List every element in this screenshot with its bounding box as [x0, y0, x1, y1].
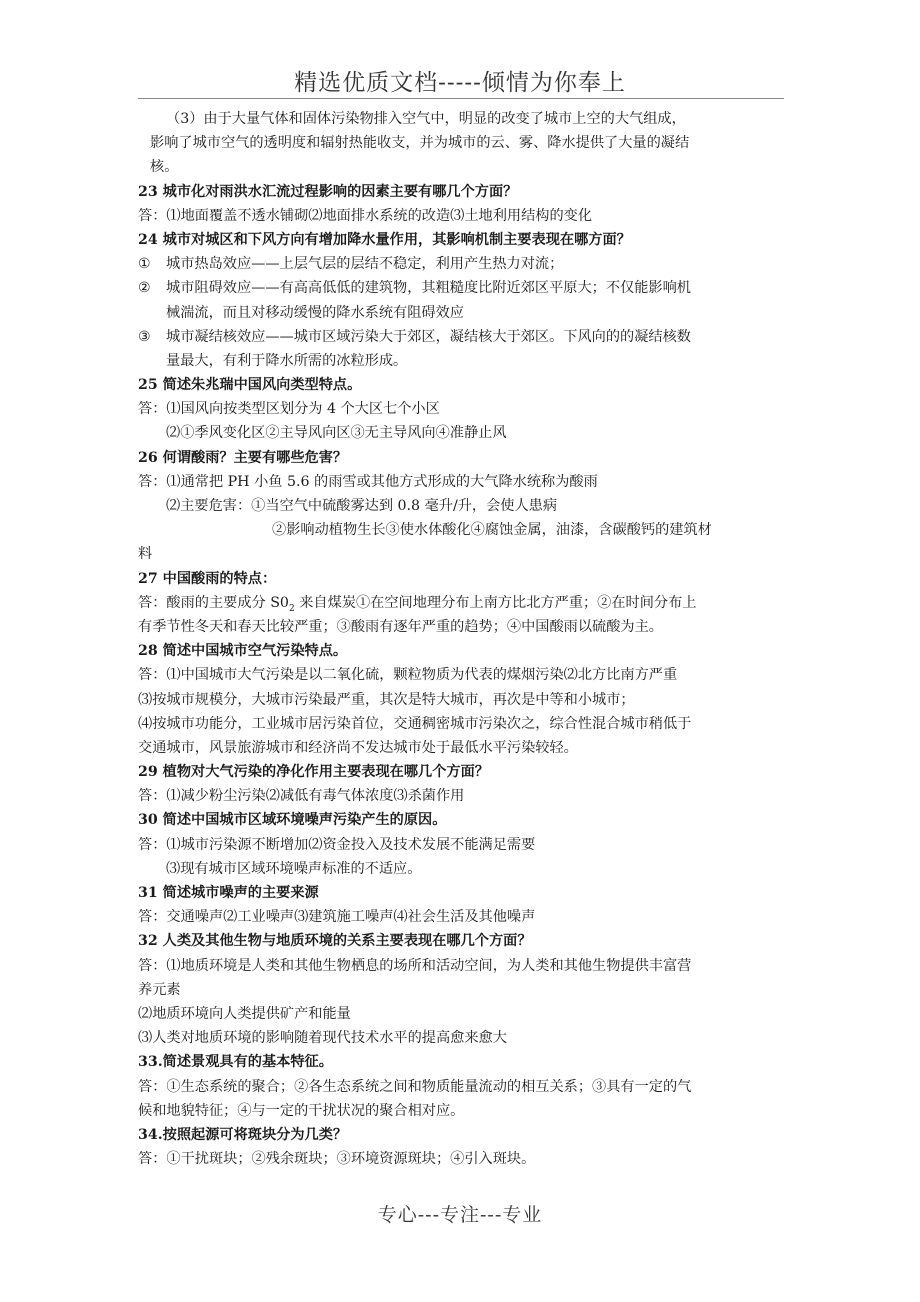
question-25-title: 25 简述朱兆瑞中国风向类型特点。	[138, 377, 362, 394]
numbered-item	[138, 252, 788, 276]
answer-line: ⑶人类对地质环境的影响随着现代技术水平的提高愈来愈大	[138, 1030, 507, 1047]
answer-line: 答：⑴中国城市大气污染是以二氧化硫，颗粒物质为代表的煤烟污染⑵北方比南方严重	[138, 667, 678, 684]
answer-line: 有季节性冬天和春天比较严重；③酸雨有逐年严重的趋势；④中国酸雨以硫酸为主。	[138, 618, 663, 635]
answer-line: 养元素	[138, 981, 181, 998]
answer-line: 答：交通噪声⑵工业噪声⑶建筑施工噪声⑷社会生活及其他噪声	[138, 909, 536, 926]
answer-line: 答：⑴减少粉尘污染⑵减低有毒气体浓度⑶杀菌作用	[138, 788, 465, 805]
answer-line: 料	[138, 546, 153, 563]
document-body	[138, 107, 788, 1171]
numbered-item	[138, 276, 788, 300]
question-34-title: 34.按照起源可将斑块分为几类？	[138, 1126, 348, 1143]
answer-line: ⑵地质环境向人类提供矿产和能量	[138, 1005, 351, 1022]
answer-line: ⑷按城市功能分，工业城市居污染首位，交通稠密城市污染次之，综合性混合城市稍低于	[138, 715, 692, 732]
question-27-title: 27 中国酸雨的特点：	[138, 570, 277, 587]
subscript: 2	[288, 603, 295, 614]
page-header: 精选优质文档-----倾情为你奉上	[294, 70, 626, 96]
question-32-title: 32 人类及其他生物与地质环境的关系主要表现在哪几个方面？	[138, 933, 532, 950]
intro-line: 核。	[150, 159, 179, 176]
intro-line: （3）由于大量气体和固体污染物排入空气中，明显的改变了城市上空的大气组成，	[166, 111, 686, 127]
answer-line: 答：①干扰斑块；②残余斑块；③环境资源斑块；④引入斑块。	[138, 1151, 536, 1168]
answer-line: 答：⑴地质环境是人类和其他生物栖息的场所和活动空间，为人类和其他生物提供丰富营	[138, 957, 692, 974]
item-text: 城市热岛效应——上层气层的层结不稳定，利用产生热力对流；	[166, 256, 564, 273]
item-text: 城市阻碍效应——有高高低低的建筑物，其粗糙度比附近郊区平原大；不仅能影响机	[166, 280, 691, 297]
question-26-title: 26 何谓酸雨？主要有哪些危害？	[138, 449, 348, 466]
header-rule	[138, 98, 784, 99]
question-29-title: 29 植物对大气污染的净化作用主要表现在哪几个方面？	[138, 764, 489, 781]
question-31-title: 31 简述城市噪声的主要来源	[138, 885, 319, 901]
answer-text: 来自煤炭①在空间地理分布上南方比北方严重；②在时间分布上	[294, 594, 697, 611]
item-continuation: 械湍流，而且对移动缓慢的降水系统有阻碍效应	[166, 304, 464, 321]
answer-line: ⑶按城市规模分，大城市污染最严重，其次是特大城市，再次是中等和小城市；	[138, 691, 635, 708]
answer-line: 答：⑴通常把 PH 小鱼 5.6 的雨雪或其他方式形成的大气降水统称为酸雨	[138, 473, 598, 490]
page-footer: 专心---专注---专业	[377, 1204, 543, 1226]
question-23-title: 23 城市化对雨洪水汇流过程影响的因素主要有哪几个方面？	[138, 183, 518, 200]
question-30-title: 30 简述中国城市区域环境噪声污染产生的原因。	[138, 812, 447, 829]
answer-line: 答：⑴城市污染源不断增加⑵资金投入及技术发展不能满足需要	[138, 836, 536, 853]
answer-line: 候和地貌特征；④与一定的干扰状况的聚合相对应。	[138, 1102, 465, 1119]
answer-line	[138, 591, 788, 615]
answer-line: ⑶现有城市区域环境噪声标准的不适应。	[166, 860, 422, 877]
answer-line: 答：①生态系统的聚合；②各生态系统之间和物质能量流动的相互关系；③具有一定的气	[138, 1078, 692, 1095]
item-number: ①	[138, 256, 151, 273]
answer-line: 交通城市，风景旅游城市和经济尚不发达城市处于最低水平污染较轻。	[138, 739, 578, 756]
answer-line: 答：⑴国风向按类型区划分为 4 个大区七个小区	[138, 401, 440, 418]
question-28-title: 28 简述中国城市空气污染特点。	[138, 643, 348, 660]
intro-line: 影响了城市空气的透明度和辐射热能收支，并为城市的云、雾、降水提供了大量的凝结	[150, 135, 690, 152]
item-text: 城市凝结核效应——城市区域污染大于郊区，凝结核大于郊区。下风向的的凝结核数	[166, 328, 691, 345]
answer-text: 答：酸雨的主要成分 S0	[138, 594, 289, 611]
question-33-title: 33.简述景观具有的基本特征。	[138, 1054, 333, 1071]
answer-line: 答：⑴地面覆盖不透水铺砌⑵地面排水系统的改造⑶土地利用结构的变化	[138, 207, 593, 224]
item-number: ③	[138, 328, 151, 345]
numbered-item	[138, 325, 788, 349]
question-24-title: 24 城市对城区和下风方向有增加降水量作用，其影响机制主要表现在哪方面？	[138, 231, 631, 248]
item-continuation: 量最大，有利于降水所需的冰粒形成。	[166, 352, 408, 369]
item-number: ②	[138, 280, 151, 297]
answer-line: ⑵①季风变化区②主导风向区③无主导风向④准静止风	[166, 425, 507, 442]
answer-line: ②影响动植物生长③使水体酸化④腐蚀金属，油漆，含碳酸钙的建筑材	[272, 522, 712, 539]
answer-line: ⑵主要危害：①当空气中硫酸雾达到 0.8 毫升/升，会使人患病	[166, 498, 558, 514]
